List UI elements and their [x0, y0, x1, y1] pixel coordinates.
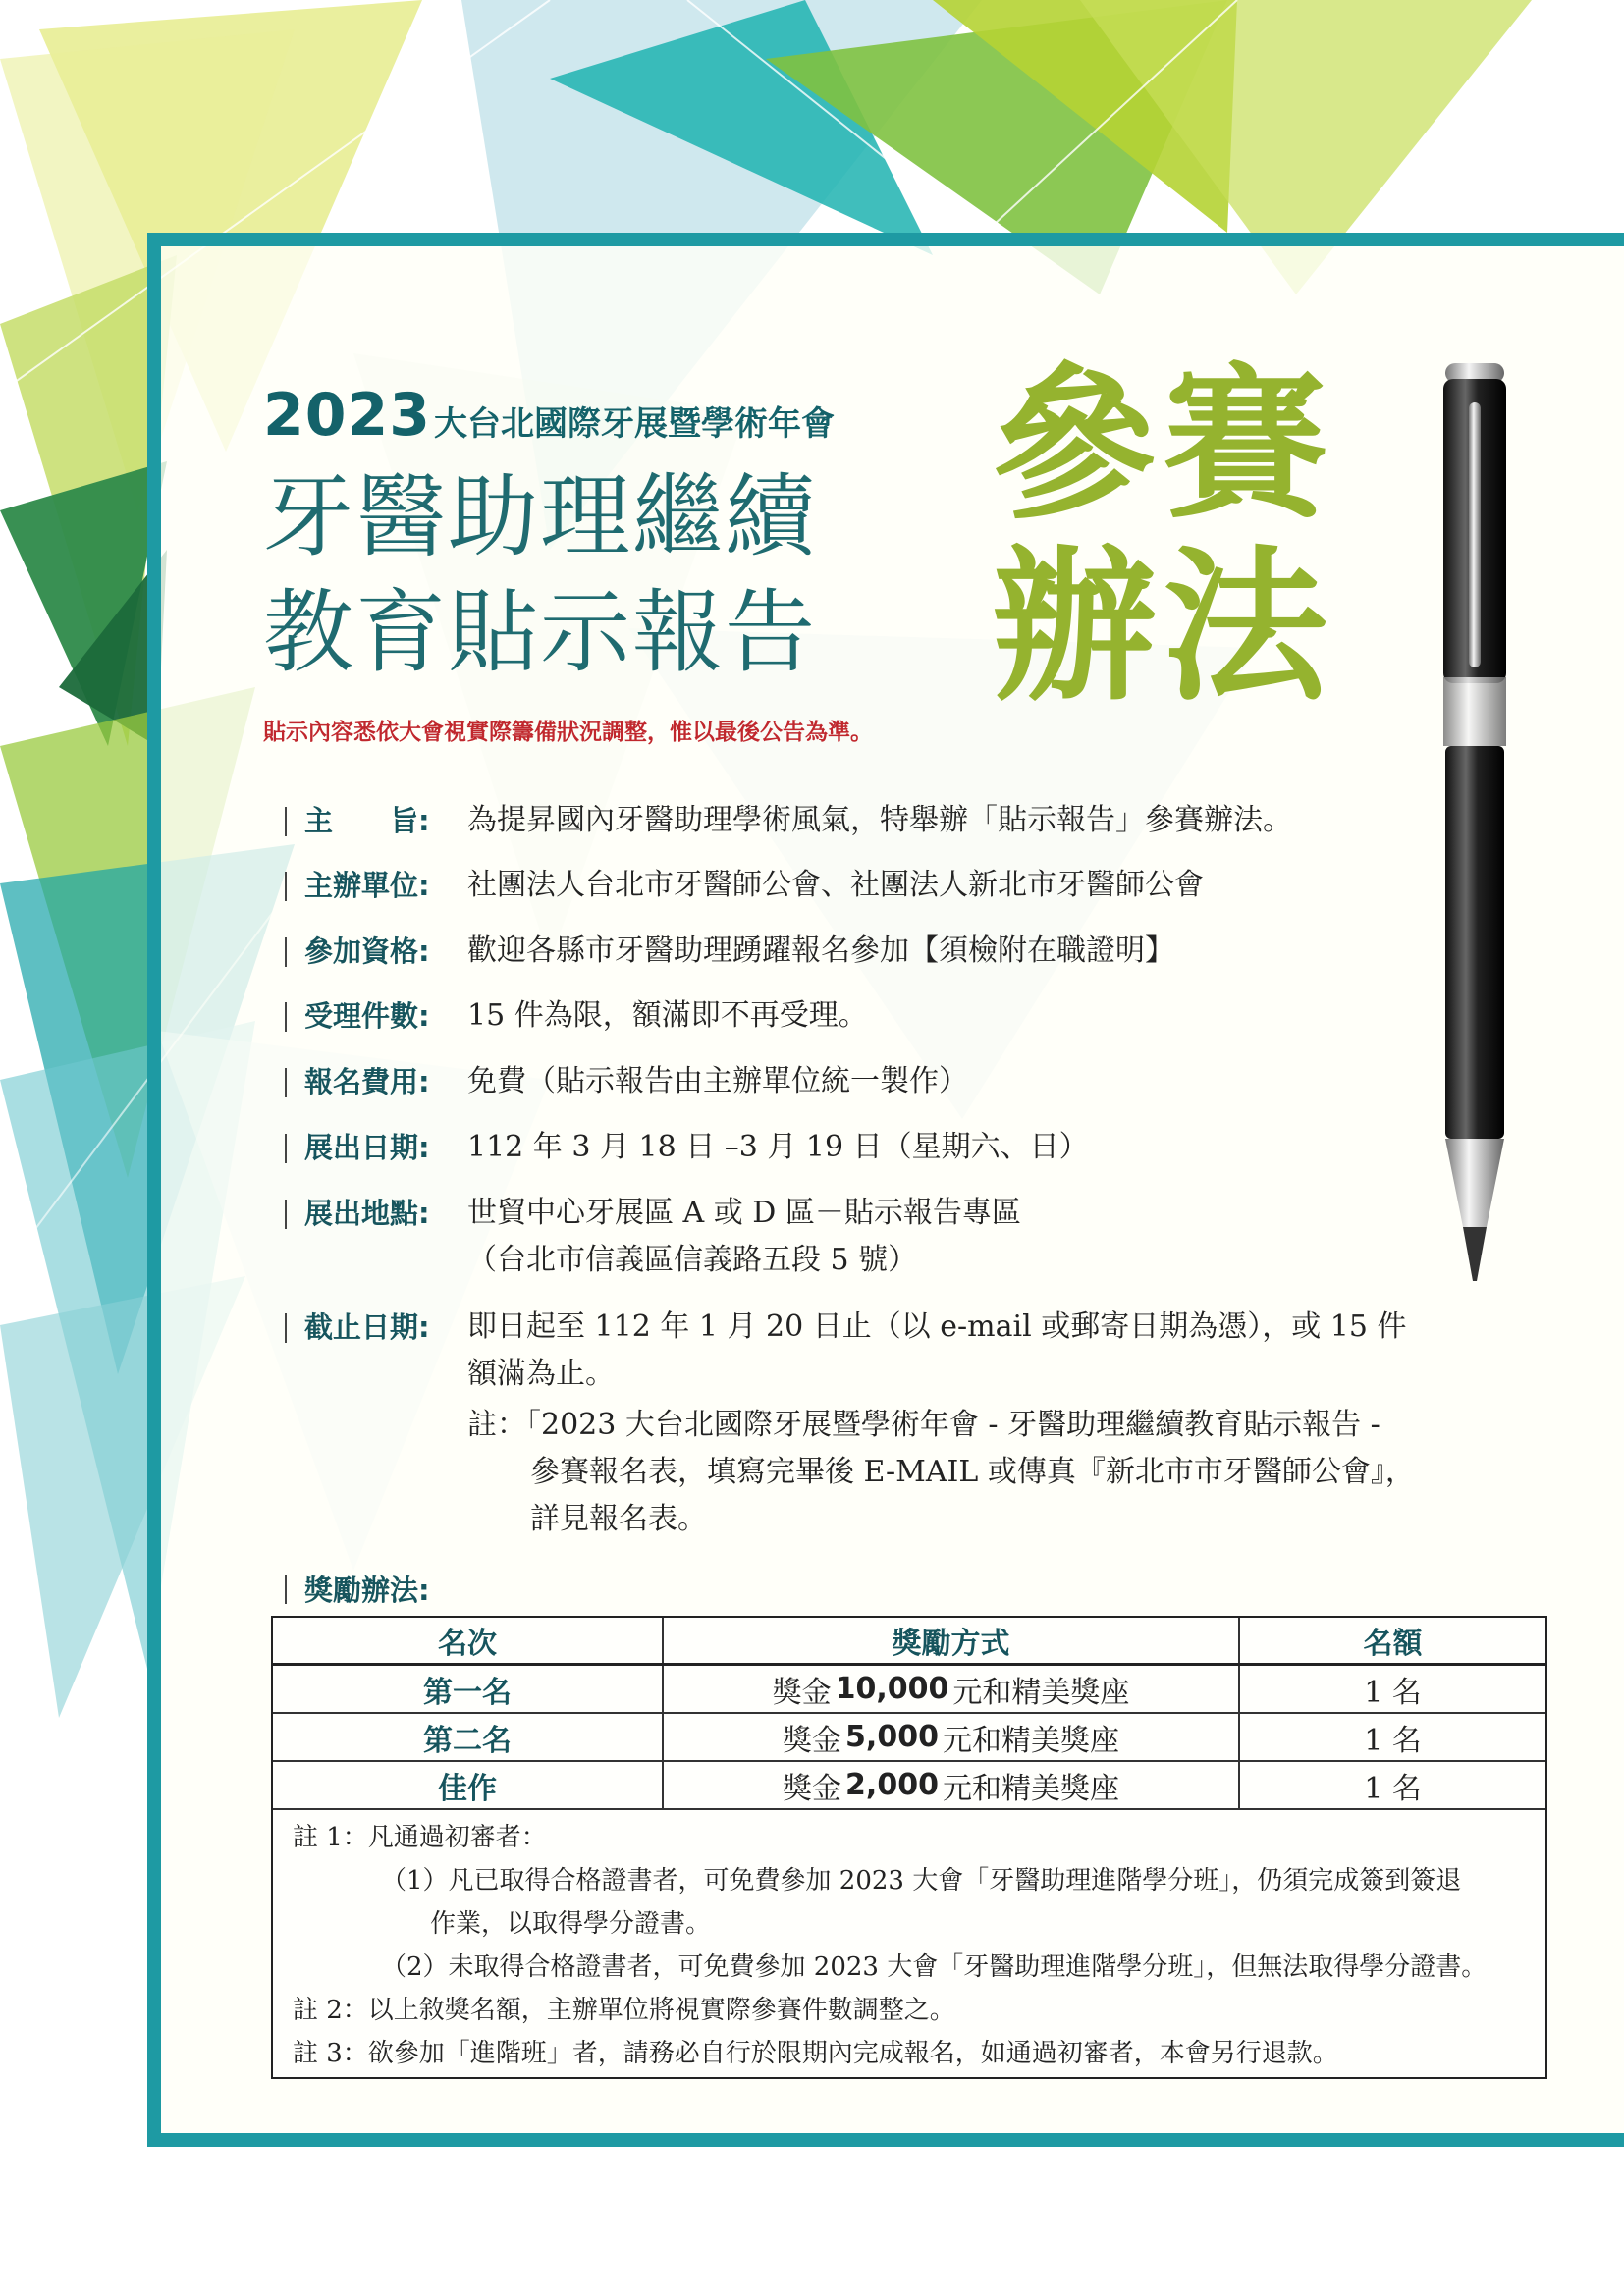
- count-cell: 1 名: [1364, 1675, 1422, 1710]
- note-line: （2）未取得合格證書者，可免費參加 2023 大會「牙醫助理進階學分班」，但無法取得學分證書。: [381, 1952, 1488, 1982]
- prize-cell: [664, 1666, 1240, 1712]
- info-row-quota: [285, 992, 1479, 1040]
- note-line: （1）凡已取得合格證書者，可免費參加 2023 大會「牙醫助理進階學分班」，仍須完成簽到簽退: [381, 1866, 1462, 1896]
- table-row: [273, 1666, 1545, 1714]
- badge-title: [992, 348, 1333, 723]
- deadline-note-1: 註：「2023 大台北國際牙展暨學術年會 - 牙醫助理繼續教育貼示報告 -: [467, 1408, 1380, 1442]
- info-value: 112 年 3 月 18 日 –3 月 19 日（星期六、日）: [467, 1130, 1089, 1164]
- deadline-line: 即日起至 112 年 1 月 20 日止（以 e-mail 或郵寄日期為憑），或 15 件: [467, 1309, 1407, 1344]
- info-label: 主 旨:: [285, 797, 467, 844]
- table-header-cell: 名額: [1363, 1627, 1423, 1661]
- note-line: 註 1：凡通過初審者：: [293, 1823, 547, 1852]
- event-name: 大台北國際牙展暨學術年會: [434, 404, 835, 444]
- page-title-line-2: 教育貼示報告: [263, 580, 818, 685]
- info-value: 15 件為限，額滿即不再受理。: [467, 998, 868, 1033]
- table-header-row: [273, 1618, 1545, 1666]
- count-cell: 1 名: [1364, 1771, 1422, 1806]
- info-value: 免費（貼示報告由主辦單位統一製作）: [467, 1064, 968, 1098]
- location-line: 世貿中心牙展區 A 或 D 區－貼示報告專區: [467, 1196, 1021, 1230]
- info-label: 受理件數:: [285, 992, 467, 1040]
- info-label: 參加資格:: [285, 928, 467, 975]
- info-label: 展出地點:: [285, 1190, 467, 1284]
- reward-table: [271, 1616, 1547, 2079]
- notice-text: 貼示內容悉依大會視實際籌備狀況調整，惟以最後公告為準。: [263, 720, 873, 745]
- prize-cell: [664, 1762, 1240, 1808]
- info-row-dates: [285, 1124, 1479, 1171]
- event-year: 2023: [263, 381, 431, 450]
- deadline-note-3: 詳見報名表。: [530, 1502, 707, 1536]
- badge-title-line-1: 參賽: [992, 348, 1333, 541]
- info-value: 歡迎各縣市牙醫助理踴躍報名參加【須檢附在職證明】: [467, 934, 1174, 968]
- prize-prefix: 獎金: [783, 1723, 842, 1758]
- rank-cell: 佳作: [273, 1762, 664, 1808]
- prize-suffix: 元和精美獎座: [952, 1675, 1130, 1710]
- info-label: 展出日期:: [285, 1124, 467, 1171]
- prize-prefix: 獎金: [783, 1771, 842, 1806]
- reward-label: 獎勵辦法:: [285, 1569, 430, 1609]
- prize-prefix: 獎金: [772, 1675, 832, 1710]
- prize-suffix: 元和精美獎座: [942, 1771, 1119, 1806]
- note-line: 註 2：以上敘獎名額，主辦單位將視實際參賽件數調整之。: [293, 1996, 955, 2025]
- rank-cell: 第二名: [273, 1714, 664, 1760]
- prize-amount: 2,000: [845, 1768, 939, 1802]
- prize-suffix: 元和精美獎座: [942, 1723, 1119, 1758]
- deadline-line-2: 額滿為止。: [467, 1357, 615, 1391]
- table-header-cell: 獎勵方式: [664, 1618, 1240, 1663]
- note-line: 註 3：欲參加「進階班」者，請務必自行於限期內完成報名，如通過初審者，本會另行退款。: [293, 2039, 1338, 2068]
- table-row: [273, 1762, 1545, 1810]
- page-title-line-1: 牙醫助理繼續: [263, 464, 818, 569]
- info-row-organizer: [285, 862, 1479, 909]
- count-cell: 1 名: [1364, 1723, 1422, 1758]
- info-label: 截止日期:: [285, 1304, 467, 1543]
- info-label: 主辦單位:: [285, 862, 467, 909]
- table-header-cell: 名次: [273, 1618, 664, 1663]
- prize-amount: 10,000: [835, 1672, 949, 1706]
- info-value: 社團法人台北市牙醫師公會、社團法人新北市牙醫師公會: [467, 868, 1204, 902]
- note-line: 作業，以取得學分證書。: [430, 1909, 712, 1939]
- info-row-deadline: [285, 1304, 1479, 1543]
- rank-cell: 第一名: [273, 1666, 664, 1712]
- table-notes: [293, 1816, 1530, 2075]
- info-row-eligibility: [285, 928, 1479, 975]
- info-value: [467, 1304, 1479, 1543]
- info-label: 報名費用:: [285, 1058, 467, 1105]
- location-address: （台北市信義區信義路五段 5 號）: [467, 1243, 918, 1277]
- prize-cell: [664, 1714, 1240, 1760]
- info-value: 為提昇國內牙醫助理學術風氣，特舉辦「貼示報告」參賽辦法。: [467, 803, 1292, 837]
- info-value: [467, 1190, 1479, 1284]
- page-title: [263, 459, 817, 691]
- info-row-purpose: [285, 797, 1479, 844]
- table-row: [273, 1714, 1545, 1762]
- badge-title-line-2: 辦法: [992, 531, 1333, 723]
- deadline-note-2: 參賽報名表，填寫完畢後 E-MAIL 或傳真『新北市市牙醫師公會』，: [530, 1455, 1415, 1489]
- info-row-location: [285, 1190, 1479, 1284]
- info-row-fee: [285, 1058, 1479, 1105]
- prize-amount: 5,000: [845, 1720, 939, 1754]
